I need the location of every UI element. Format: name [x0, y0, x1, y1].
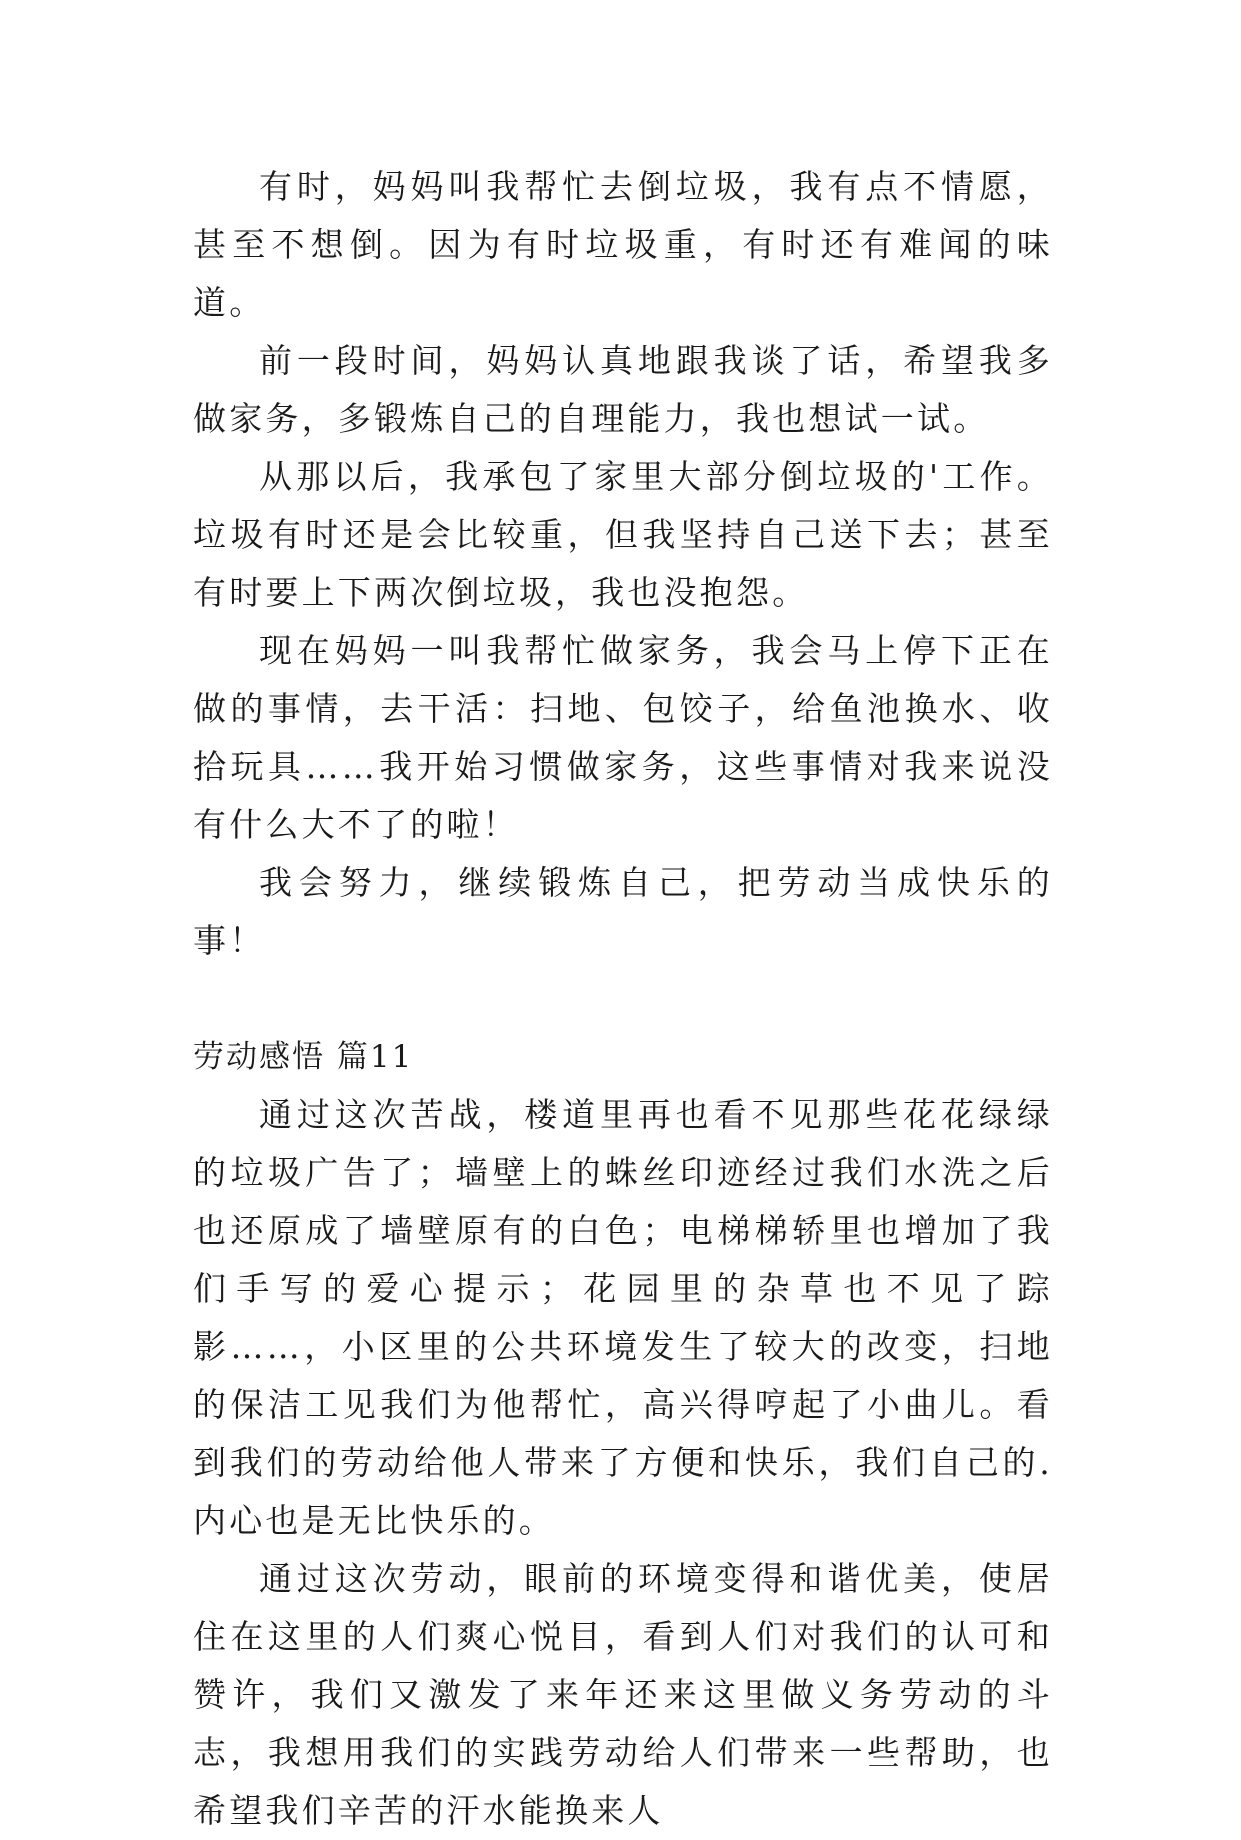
paragraph: 从那以后，我承包了家里大部分倒垃圾的'工作。垃圾有时还是会比较重，但我坚持自己送下去；甚至有时要上下两次倒垃圾，我也没抱怨。	[193, 457, 1053, 612]
paragraph: 有时，妈妈叫我帮忙去倒垃圾，我有点不情愿，甚至不想倒。因为有时垃圾重，有时还有难闻的味道。	[193, 167, 1053, 322]
paragraph: 通过这次苦战，楼道里再也看不见那些花花绿绿的垃圾广告了；墙壁上的蛛丝印迹经过我们水洗之后也还原成了墙壁原有的白色；电梯梯轿里也增加了我们手写的爱心提示；花园里的杂草也不见了踪影……，小区里的公共环境发生了较大的改变，扫地的保洁工见我们为他帮忙，高兴得哼起了小曲儿。看到我们的劳动给他人带来了方便和快乐，我们自己的.内心也是无比快乐的。	[193, 1095, 1053, 1540]
paragraph: 我会努力，继续锻炼自己，把劳动当成快乐的事！	[193, 863, 1053, 960]
document-body	[193, 158, 1053, 1840]
section-spacer	[193, 970, 1053, 1028]
paragraph: 通过这次劳动，眼前的环境变得和谐优美，使居住在这里的人们爽心悦目，看到人们对我们的认可和赞许，我们又激发了来年还来这里做义务劳动的斗志，我想用我们的实践劳动给人们带来一些帮助，也希望我们辛苦的汗水能换来人	[193, 1559, 1053, 1830]
paragraph: 前一段时间，妈妈认真地跟我谈了话，希望我多做家务，多锻炼自己的自理能力，我也想试一试。	[193, 341, 1053, 438]
paragraph: 现在妈妈一叫我帮忙做家务，我会马上停下正在做的事情，去干活：扫地、包饺子，给鱼池换水、收拾玩具……我开始习惯做家务，这些事情对我来说没有什么大不了的啦！	[193, 631, 1053, 844]
section-heading: 劳动感悟 篇11	[193, 1039, 414, 1075]
